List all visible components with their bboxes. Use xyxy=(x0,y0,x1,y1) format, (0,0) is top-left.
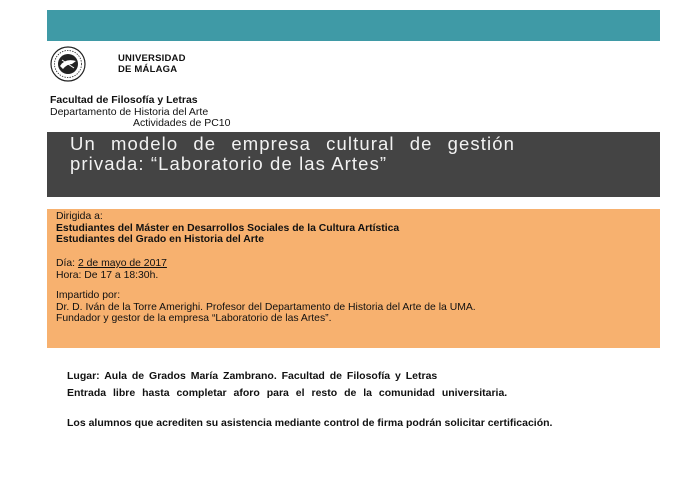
activities-label: Actividades de PC10 xyxy=(133,117,231,129)
event-time: Hora: De 17 a 18:30h. xyxy=(56,269,159,281)
top-accent-bar xyxy=(47,10,660,41)
event-title: Un modelo de empresa cultural de gestión privada: “Laboratorio de las Artes” xyxy=(70,133,515,174)
directed-label: Dirigida a: xyxy=(56,211,103,222)
speaker-section xyxy=(56,290,476,325)
speaker-line: Fundador y gestor de la empresa “Laboratorio de las Artes”. xyxy=(56,313,332,324)
title-band xyxy=(47,132,660,197)
venue-text: Lugar: Aula de Grados María Zambrano. Facultad de Filosofía y Letras xyxy=(67,370,438,382)
schedule-section xyxy=(56,258,167,281)
audience-item: Estudiantes del Máster en Desarrollos Sociales de la Cultura Artística xyxy=(56,222,400,234)
university-name-line-2: DE MÁLAGA xyxy=(118,64,178,75)
audience-section xyxy=(56,211,399,246)
department-name: Departamento de Historia del Arte xyxy=(50,105,209,118)
faculty-name: Facultad de Filosofía y Letras xyxy=(50,94,198,106)
date-value: 2 de mayo de 2017 xyxy=(77,258,167,269)
faculty-block xyxy=(50,95,230,130)
entry-text: Entrada libre hasta completar aforo para el resto de la comunidad universitaria. xyxy=(67,387,508,399)
audience-item: Estudiantes del Grado en Historia del Arte xyxy=(56,234,265,245)
event-date xyxy=(56,258,167,270)
taught-by-label: Impartido por: xyxy=(56,290,121,301)
speaker-line: Dr. D. Iván de la Torre Amerighi. Profesor del Departamento de Historia del Arte de la UMA. xyxy=(56,301,476,313)
date-prefix: Día: xyxy=(56,258,78,269)
university-seal-icon xyxy=(50,46,86,82)
certification-text: Los alumnos que acrediten su asistencia mediante control de firma podrán solicitar certificación. xyxy=(67,417,553,429)
event-details-box xyxy=(47,209,660,348)
university-name-line-1: UNIVERSIDAD xyxy=(118,53,186,64)
university-name xyxy=(118,53,186,75)
